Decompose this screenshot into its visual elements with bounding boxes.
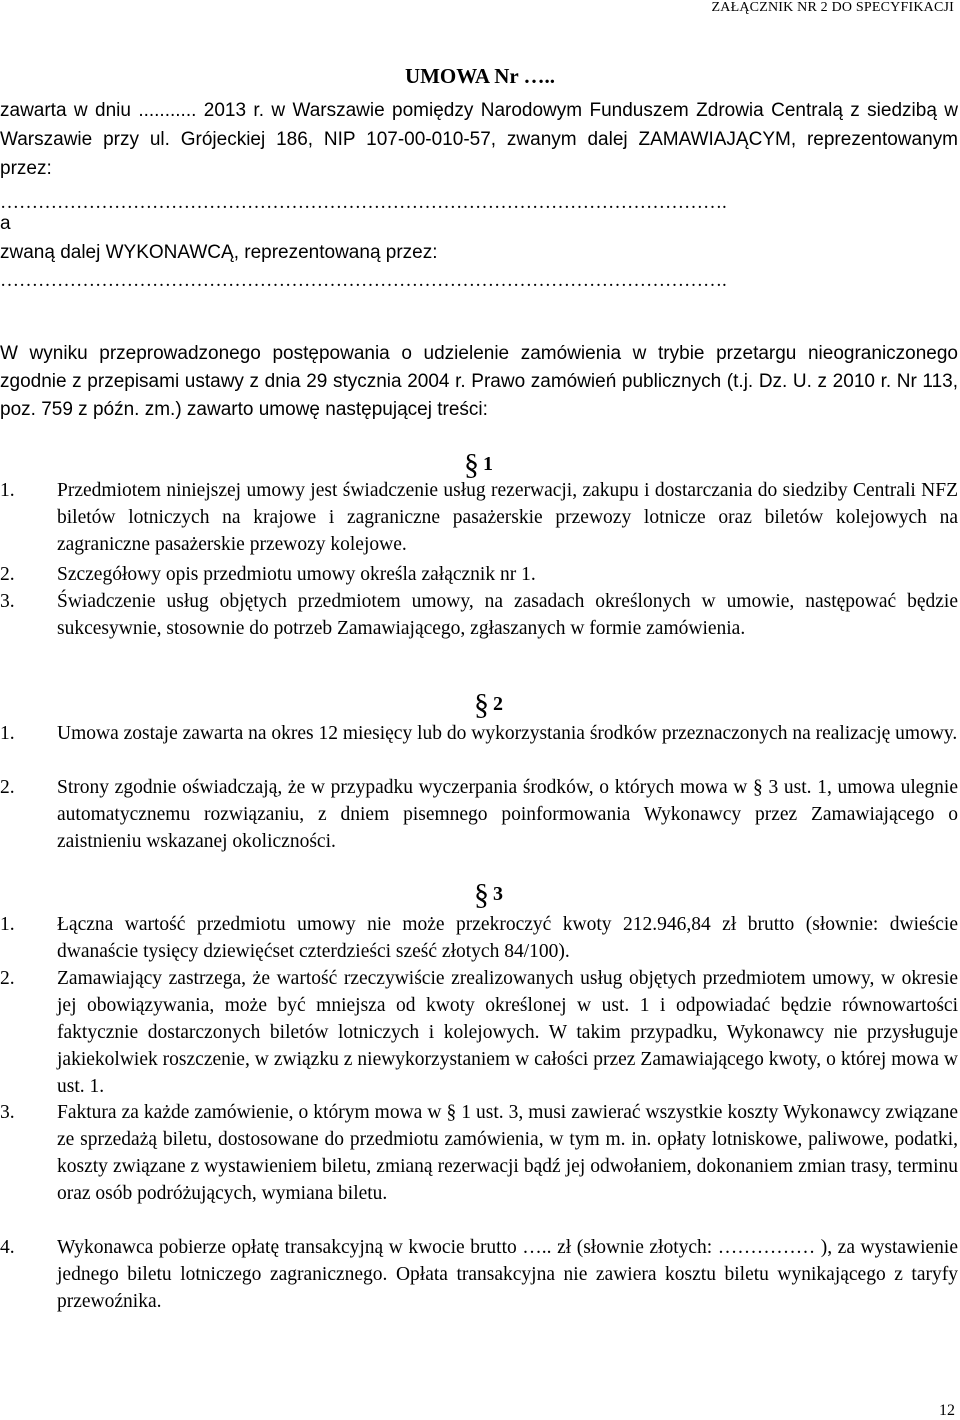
conjunction-text: a — [0, 213, 11, 234]
clause-text: Łączna wartość przedmiotu umowy nie może przekroczyć kwoty 212.946,84 zł brutto (słownie: dwieście dwanaście tysięcy dziewięćset czterdzieści sześć złotych 84/100). — [57, 914, 958, 962]
signatory-placeholder-2: ……………………………………………………………………………………………………. — [0, 270, 727, 291]
section-heading-3 — [474, 878, 503, 912]
clause-item — [0, 774, 958, 855]
section-symbol: § — [474, 688, 489, 721]
clause-text: Faktura za każde zamówienie, o którym mowa w § 1 ust. 3, musi zawierać wszystkie koszty Wykonawcy związane ze sprzedażą biletu, dostosowane do przedmiotu zamówienia, w tym m. in. opłaty lotniskowe, paliwowe, podatki, koszty związane z wystawieniem biletu, zmianą rezerwacji bądź jej odwołaniem, dokonaniem zmian trasy, terminu oraz osób podróżujących, wymiana biletu. — [57, 1102, 958, 1204]
clause-number: 3. — [0, 1102, 15, 1123]
section-number: 2 — [493, 693, 503, 715]
section-symbol: § — [464, 448, 479, 481]
clause-item — [0, 1099, 958, 1207]
page-number: 12 — [939, 1402, 955, 1419]
clause-item — [0, 720, 958, 747]
clause-item — [0, 1234, 958, 1315]
clause-item — [0, 588, 958, 642]
clause-text: Umowa zostaje zawarta na okres 12 miesięcy lub do wykorzystania środków przeznaczonych na realizację umowy. — [57, 723, 958, 744]
clause-item — [0, 911, 958, 965]
section-heading-2 — [474, 688, 503, 722]
clause-text: Przedmiotem niniejszej umowy jest świadczenie usług rezerwacji, zakupu i dostarczania do siedziby Centrali NFZ biletów lotniczych na krajowe i zagraniczne pasażerskie przewozy lotnicze oraz biletów kolejowych na zagraniczne pasażerskie przewozy kolejowe. — [57, 480, 958, 555]
clause-text: Zamawiający zastrzega, że wartość rzeczywiście zrealizowanych usług objętych przedmiotem umowy, w okresie jej obowiązywania, może być mniejsza od kwoty określonej w ust. 1 i odpowiadać będzie równowartości faktycznie dostarczonych biletów lotniczych i kolejowych. W takim przypadku, Wykonawcy nie przysługuje jakiekolwiek roszczenie, w związku z niewykorzystaniem w całości przez Zamawiającego kwoty, o której mowa w ust. 1. — [57, 968, 958, 1097]
clause-number: 1. — [0, 914, 15, 935]
clause-text: Strony zgodnie oświadczają, że w przypadku wyczerpania środków, o których mowa w § 3 ust. 1, umowa ulegnie automatycznemu rozwiązaniu, z dniem pisemnego poinformowania Wykonawcy przez Zamawiającego o zaistnieniu wskazanej okoliczności. — [57, 777, 958, 852]
clause-item — [0, 561, 958, 588]
clause-number: 2. — [0, 564, 15, 585]
clause-number: 1. — [0, 480, 15, 501]
signatory-placeholder-1: ……………………………………………………………………………………………………. — [0, 192, 727, 213]
clause-number: 2. — [0, 777, 15, 798]
parties-intro-text: zawarta w dniu ........... 2013 r. w Warszawie pomiędzy Narodowym Funduszem Zdrowia Centralą z siedzibą w Warszawie przy ul. Grójeckiej 186, NIP 107-00-010-57, zwanym dalej ZAMAWIAJĄCYM, reprezentowanym przez: — [0, 100, 958, 179]
clause-text: Świadczenie usług objętych przedmiotem umowy, na zasadach określonych w umowie, następować będzie sukcesywnie, stosownie do potrzeb Zamawiającego, zgłaszanych w formie zamówienia. — [57, 591, 958, 639]
clause-item — [0, 477, 958, 558]
clause-text: Wykonawca pobierze opłatę transakcyjną w kwocie brutto ….. zł (słownie złotych: …………… ), za wystawienie jednego biletu lotniczego zagranicznego. Opłata transakcyjna nie zawiera kosztu biletu wynikającego z taryfy przewoźnika. — [57, 1237, 958, 1312]
clause-item — [0, 965, 958, 1100]
section-symbol: § — [474, 878, 489, 911]
attachment-header: ZAŁĄCZNIK NR 2 DO SPECYFIKACJI — [711, 0, 954, 15]
clause-text: Szczegółowy opis przedmiotu umowy określa załącznik nr 1. — [57, 564, 536, 585]
clause-number: 3. — [0, 591, 15, 612]
section-number: 1 — [483, 453, 493, 475]
clause-number: 2. — [0, 968, 15, 989]
document-title: UMOWA Nr ….. — [404, 64, 556, 88]
clause-number: 1. — [0, 723, 15, 744]
preamble-text: W wyniku przeprowadzonego postępowania o udzielenie zamówienia w trybie przetargu nieograniczonego zgodnie z przepisami ustawy z dnia 29 stycznia 2004 r. Prawo zamówień publicznych (t.j. Dz. U. z 2010 r. Nr 113, poz. 759 z późn. zm.) zawarto umowę następującej treści: — [0, 343, 958, 420]
contractor-intro-text: zwaną dalej WYKONAWCĄ, reprezentowaną przez: — [0, 242, 438, 263]
clause-number: 4. — [0, 1237, 15, 1258]
section-number: 3 — [493, 883, 503, 905]
